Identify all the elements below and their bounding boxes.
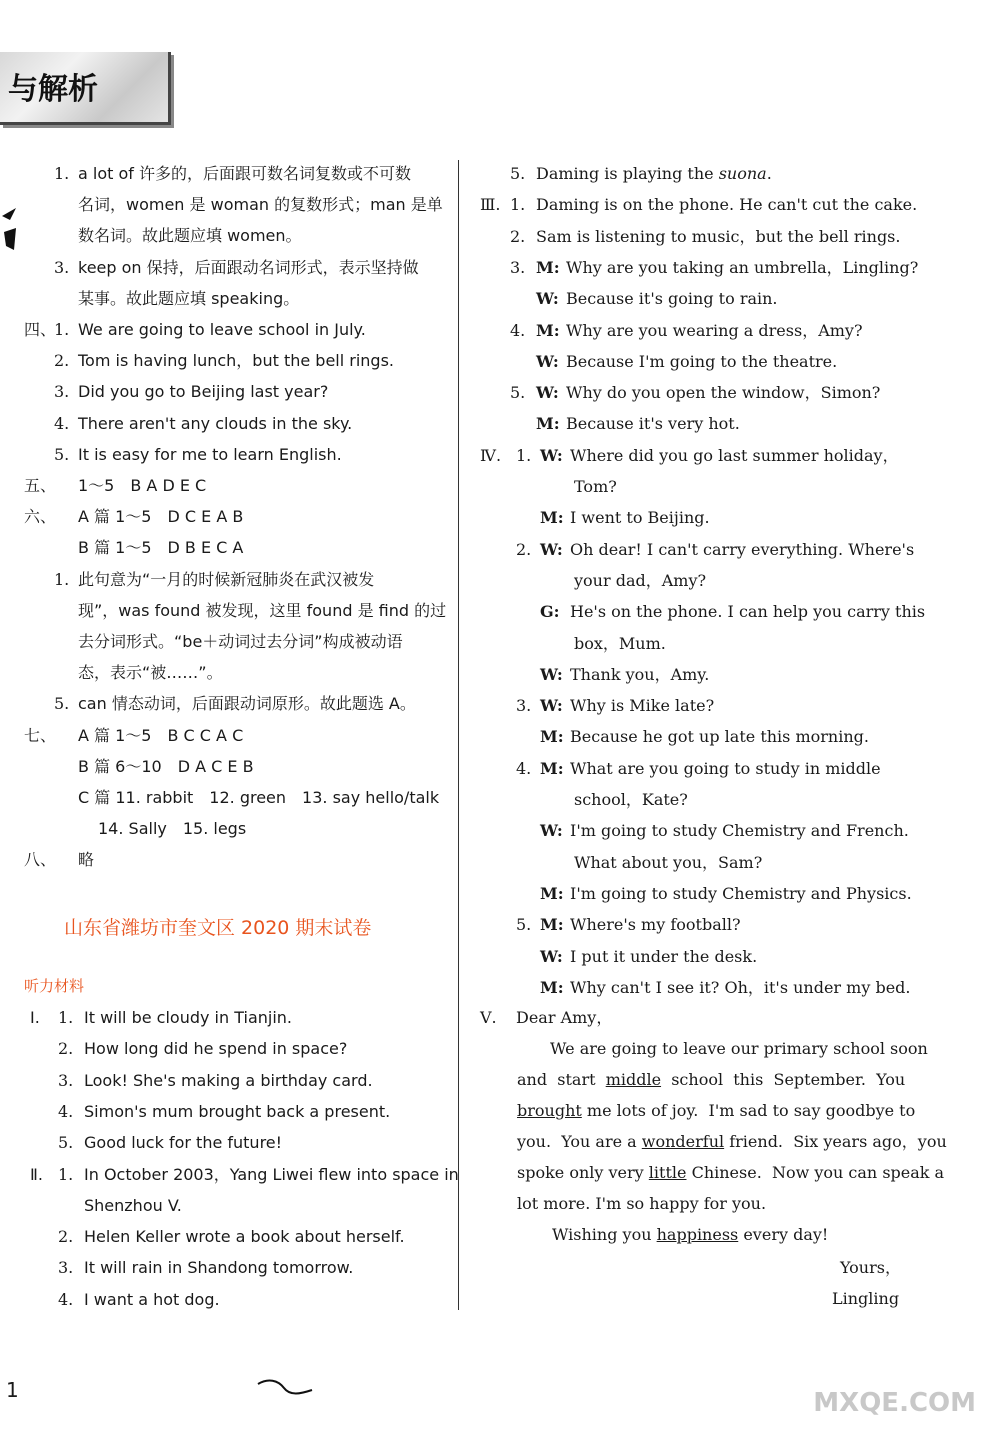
line-text: Because he got up late this morning. xyxy=(570,727,869,747)
item-number: 1. xyxy=(54,569,70,589)
item-number: 4. xyxy=(54,413,70,433)
letter-line: Wishing you happiness every day! xyxy=(552,1225,829,1244)
section-marker: 四、 xyxy=(24,320,57,339)
line-text: 略 xyxy=(78,850,95,870)
item-number: 2. xyxy=(54,351,70,371)
line-text: 现”，was found 被发现，这里 found 是 find 的过 xyxy=(78,600,447,620)
item-number: 1. xyxy=(54,164,70,183)
letter-line: and start middle school this September. You xyxy=(517,1070,906,1089)
line-text: Why are you taking an umbrella，Lingling? xyxy=(566,257,919,277)
item-number: 5. xyxy=(58,1133,74,1153)
letter-signature: Lingling xyxy=(832,1289,900,1308)
item-number: 3. xyxy=(54,382,70,402)
speaker-label: M: xyxy=(540,508,564,528)
item-number: 5. xyxy=(516,915,532,935)
line-text: B 篇 1～5 D B E C A xyxy=(78,538,244,558)
speaker-label: W: xyxy=(540,821,563,841)
item-number: 1. xyxy=(510,195,526,215)
speaker-label: W: xyxy=(536,383,559,403)
speaker-label: W: xyxy=(540,664,563,684)
column-divider xyxy=(458,160,459,1310)
item-number: 2. xyxy=(516,539,532,559)
section-marker: Ⅰ. xyxy=(30,1008,40,1027)
line-text: I went to Beijing. xyxy=(570,508,710,528)
line-text: Simon's mum brought back a present. xyxy=(84,1101,391,1121)
speaker-label: W: xyxy=(536,351,559,371)
listening-label: 听力材料 xyxy=(24,977,85,995)
line-text: Helen Keller wrote a book about herself. xyxy=(84,1227,405,1247)
line-text: I'm going to study Chemistry and French. xyxy=(570,821,909,841)
item-number: 4. xyxy=(510,320,526,340)
line-text: Daming is on the phone. He can't cut the cake. xyxy=(536,195,918,215)
exam-title: 山东省潍坊市奎文区 2020 期末试卷 xyxy=(64,917,372,939)
line-text: Look! She's making a birthday card. xyxy=(84,1070,373,1090)
item-number: 3. xyxy=(58,1070,74,1090)
line-text: Why do you open the window，Simon? xyxy=(566,383,881,403)
line-text: What are you going to study in middle xyxy=(570,758,881,778)
line-text: It will rain in Shandong tomorrow. xyxy=(84,1258,354,1278)
line-text: Thank you，Amy. xyxy=(570,664,710,684)
speaker-label: W: xyxy=(540,696,563,716)
section-marker: 七、 xyxy=(24,725,57,745)
line-text: Because it's very hot. xyxy=(566,414,740,434)
answer-blank: middle xyxy=(605,1070,662,1089)
speaker-label: M: xyxy=(536,414,560,434)
line-text: 1～5 B A D E C xyxy=(78,476,207,495)
line-text: B 篇 6～10 D A C E B xyxy=(78,756,254,776)
item-number: 5. xyxy=(54,444,70,464)
item-number: 5. xyxy=(54,694,70,714)
speaker-label: W: xyxy=(540,445,563,465)
item-number: 1. xyxy=(58,1164,74,1184)
line-text: I want a hot dog. xyxy=(84,1289,220,1309)
line-text: 去分词形式。“be＋动词过去分词”构成被动语 xyxy=(78,632,403,651)
side-mark-icon xyxy=(0,206,20,256)
letter-line: brought me lots of joy. I'm sad to say goodbye to xyxy=(517,1101,916,1120)
letter-closing: Yours， xyxy=(840,1258,901,1277)
answer-blank: little xyxy=(648,1163,687,1182)
speaker-label: M: xyxy=(536,320,560,340)
section-marker: 六、 xyxy=(24,507,57,527)
line-text: 14. Sally 15. legs xyxy=(98,819,247,839)
section-marker: Ⅱ. xyxy=(30,1164,43,1184)
line-text: 此句意为“一月的时候新冠肺炎在武汉被发 xyxy=(78,569,375,589)
section-marker: 五、 xyxy=(24,476,57,495)
line-text: There aren't any clouds in the sky. xyxy=(78,413,353,433)
item-number: 4. xyxy=(58,1101,74,1121)
item-number: 3. xyxy=(510,257,526,277)
item-number: 1. xyxy=(516,445,532,465)
line-text: school，Kate? xyxy=(574,790,688,809)
line-text: How long did he spend in space? xyxy=(84,1039,348,1059)
item-number: 2. xyxy=(58,1227,74,1247)
watermark: MXQE.COM xyxy=(813,1388,976,1418)
line-text: We are going to leave school in July. xyxy=(78,320,366,339)
answer-blank: wonderful xyxy=(641,1132,725,1151)
line-text: 态，表示“被……”。 xyxy=(78,663,223,683)
line-text: Did you go to Beijing last year? xyxy=(78,382,329,402)
speaker-label: M: xyxy=(540,915,564,935)
letter-line: We are going to leave our primary school soon xyxy=(550,1039,928,1058)
line-text: 名词，women 是 woman 的复数形式；man 是单 xyxy=(78,195,443,215)
speaker-label: M: xyxy=(540,883,564,903)
line-text: It will be cloudy in Tianjin. xyxy=(84,1008,293,1027)
line-text: Because it's going to rain. xyxy=(566,289,778,309)
handwritten-mark-icon xyxy=(256,1376,316,1400)
line-text: A 篇 1～5 D C E A B xyxy=(78,507,244,527)
answer-blank: happiness xyxy=(656,1225,739,1244)
line-text: 某事。故此题应填 speaking。 xyxy=(78,288,300,308)
line-text: a lot of 许多的，后面跟可数名词复数或不可数 xyxy=(78,164,411,183)
item-number: 4. xyxy=(516,758,532,778)
section-marker: Ⅳ. xyxy=(480,445,502,465)
line-text: I'm going to study Chemistry and Physics. xyxy=(570,883,912,903)
item-number: 1. xyxy=(54,320,70,339)
line-text: Why can't I see it? Oh，it's under my bed. xyxy=(570,977,911,997)
line-text: He's on the phone. I can help you carry this xyxy=(570,602,926,622)
speaker-label: G: xyxy=(540,602,560,622)
section-header-title: 与解析 xyxy=(8,72,98,107)
letter-line: lot more. I'm so happy for you. xyxy=(517,1194,767,1213)
speaker-label: W: xyxy=(540,946,563,966)
item-number: 2. xyxy=(58,1039,74,1059)
line-text: Sam is listening to music，but the bell rings. xyxy=(536,226,901,246)
line-text: Oh dear! I can't carry everything. Where's xyxy=(570,539,915,559)
line-text: Where did you go last summer holiday， xyxy=(570,445,899,465)
line-text: Why is Mike late? xyxy=(570,696,715,716)
item-number: 3. xyxy=(54,257,70,277)
line-text: your dad，Amy? xyxy=(574,570,707,590)
line-text: Tom is having lunch，but the bell rings. xyxy=(78,351,395,371)
line-text: Why are you wearing a dress，Amy? xyxy=(566,320,863,340)
speaker-label: M: xyxy=(536,257,560,277)
line-text: A 篇 1～5 B C C A C xyxy=(78,725,244,745)
line-text: Tom? xyxy=(574,477,617,496)
line-text: I put it under the desk. xyxy=(570,946,758,966)
item-number: 5. xyxy=(510,164,526,183)
item-number: 2. xyxy=(510,226,526,246)
line-text: C 篇 11. rabbit 12. green 13. say hello/talk xyxy=(78,788,440,807)
letter-line: you. You are a wonderful friend. Six years ago，you xyxy=(517,1132,947,1151)
section-marker: 八、 xyxy=(24,850,57,870)
item-number: 5. xyxy=(510,383,526,403)
line-text: box，Mum. xyxy=(574,633,666,653)
letter-line: spoke only very little Chinese. Now you can speak a xyxy=(517,1163,945,1182)
page-number: 1 xyxy=(6,1378,19,1402)
line-text: Shenzhou V. xyxy=(84,1195,182,1215)
speaker-label: M: xyxy=(540,977,564,997)
line-text: can 情态动词，后面跟动词原形。故此题选 A。 xyxy=(78,694,416,714)
line-text: Daming is playing the suona. xyxy=(536,164,772,183)
line-text: In October 2003，Yang Liwei flew into space in xyxy=(84,1164,459,1184)
line-text: Good luck for the future! xyxy=(84,1133,283,1153)
item-number: 3. xyxy=(516,696,532,716)
item-number: 3. xyxy=(58,1258,74,1278)
line-text: What about you，Sam? xyxy=(574,852,763,872)
line-text: Where's my football? xyxy=(570,915,741,935)
line-text: keep on 保持，后面跟动名词形式，表示坚持做 xyxy=(78,257,419,277)
speaker-label: W: xyxy=(540,539,563,559)
speaker-label: M: xyxy=(540,727,564,747)
answer-blank: brought xyxy=(517,1101,582,1120)
letter-greeting: Dear Amy， xyxy=(516,1008,613,1027)
line-text: Because I'm going to the theatre. xyxy=(566,351,838,371)
line-text: 数名词。故此题应填 women。 xyxy=(78,226,302,246)
speaker-label: M: xyxy=(540,758,564,778)
item-number: 1. xyxy=(58,1008,74,1027)
speaker-label: W: xyxy=(536,289,559,309)
item-number: 4. xyxy=(58,1289,74,1309)
letter-section: Ⅴ. xyxy=(480,1008,497,1027)
section-marker: Ⅲ. xyxy=(480,195,501,215)
line-text: It is easy for me to learn English. xyxy=(78,444,342,464)
